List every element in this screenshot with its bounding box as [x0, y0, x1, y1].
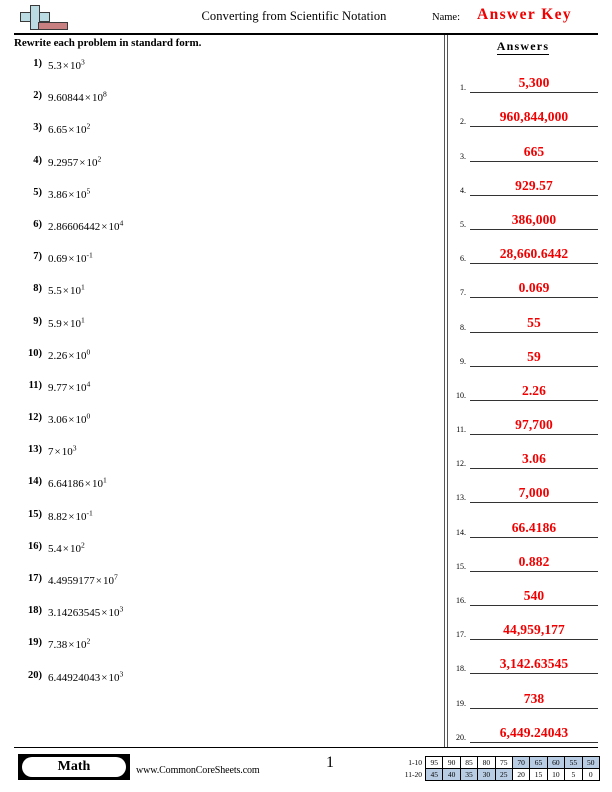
answer-blank-line[interactable]: [470, 195, 598, 196]
answer-blank-line[interactable]: [470, 742, 598, 743]
answer-row: [452, 96, 598, 130]
problems-column: [14, 56, 434, 700]
answer-row: [452, 62, 598, 96]
problem-base: 10: [108, 607, 120, 620]
grading-scale-table: [398, 756, 600, 781]
answer-value: 540: [523, 588, 545, 603]
header-divider-rule: [14, 33, 598, 35]
answer-value: 960,844,000: [499, 109, 569, 125]
problem-base: 10: [75, 510, 87, 523]
problem-row: [14, 153, 434, 185]
problem-row: [14, 539, 434, 571]
answer-value: 2.26: [521, 382, 547, 398]
problem-mantissa: 4.4959177: [48, 575, 95, 587]
problem-base: 10: [69, 317, 81, 330]
problem-row: [14, 507, 434, 539]
problem-exponent: 4: [119, 218, 124, 228]
logo-minus-bar: [38, 22, 68, 30]
answer-value: 59: [527, 348, 541, 364]
grading-scale-cell: 15: [530, 769, 547, 781]
answer-row: [452, 130, 598, 164]
answer-blank-line[interactable]: [470, 605, 598, 606]
answer-value: 3,142.63545: [499, 656, 569, 672]
answers-column-heading: [448, 39, 598, 54]
problem-mantissa: 2.86606442: [48, 220, 101, 233]
problem-base: 10: [75, 639, 87, 652]
problem-expression: [48, 475, 107, 491]
problem-expression: [48, 282, 85, 298]
answer-blank-line[interactable]: [470, 332, 598, 333]
answer-row: [452, 677, 598, 711]
problem-base: 10: [108, 671, 120, 684]
problem-mantissa: 7.38: [48, 639, 68, 652]
answer-row: [452, 472, 598, 506]
answer-value: 66.4186: [511, 519, 557, 535]
answer-number: 8.: [460, 322, 466, 332]
answer-blank-line[interactable]: [470, 297, 598, 298]
multiplication-sign: ×: [68, 510, 75, 523]
multiplication-sign: ×: [62, 285, 69, 298]
name-field-label: Name:: [432, 12, 460, 23]
answers-column: [452, 62, 598, 746]
problem-base: 10: [75, 381, 87, 394]
problem-base: 10: [86, 156, 98, 169]
problem-exponent: 3: [72, 443, 77, 453]
problem-row: [14, 88, 434, 120]
problem-exponent: 3: [80, 57, 85, 67]
answer-blank-line[interactable]: [470, 434, 598, 435]
answer-value: 5,300: [518, 75, 550, 91]
problem-exponent: 2: [80, 540, 85, 550]
answer-value: 55: [527, 314, 541, 330]
problem-mantissa: 6.44924043: [48, 671, 101, 684]
answer-blank-line[interactable]: [470, 229, 598, 230]
problem-exponent: 0: [86, 347, 91, 357]
problem-row: [14, 378, 434, 410]
answer-value: 44,959,177: [503, 622, 565, 638]
answer-blank-line[interactable]: [470, 708, 598, 709]
problem-number: 8): [33, 283, 42, 295]
problem-base: 10: [75, 124, 87, 137]
problem-mantissa: 9.60844: [48, 92, 84, 105]
problem-mantissa: 5.9: [48, 317, 62, 330]
problem-expression: [48, 347, 91, 362]
answer-row: [452, 541, 598, 575]
answer-row: [452, 506, 598, 540]
problem-number: 18): [28, 605, 42, 617]
grading-scale-row-label: 11-20: [404, 770, 422, 779]
multiplication-sign: ×: [84, 92, 91, 105]
problem-expression: [48, 186, 91, 201]
problem-exponent: 3: [119, 604, 124, 614]
problem-mantissa: 3.86: [48, 188, 68, 201]
grading-scale-body: [398, 757, 599, 781]
problem-number: 20): [28, 669, 42, 681]
answer-row: [452, 370, 598, 404]
problem-exponent: 8: [102, 89, 107, 99]
problem-expression: [48, 540, 85, 555]
problem-mantissa: 5.3: [48, 60, 62, 72]
problem-mantissa: 8.82: [48, 510, 68, 523]
problem-number: 4): [33, 154, 42, 166]
grading-scale-cell: 10: [547, 769, 564, 781]
answer-value: 929.57: [515, 177, 553, 193]
answer-value: 28,660.6442: [499, 246, 569, 262]
problem-exponent: 7: [113, 572, 118, 582]
multiplication-sign: ×: [68, 124, 75, 137]
multiplication-sign: ×: [68, 381, 75, 394]
problem-expression: [48, 668, 124, 684]
problem-exponent: 3: [119, 668, 124, 678]
problem-row: [14, 635, 434, 667]
problem-base: 10: [61, 446, 73, 459]
answer-blank-line[interactable]: [470, 468, 598, 469]
multiplication-sign: ×: [68, 414, 75, 427]
grading-scale-cell: 0: [582, 769, 599, 781]
multiplication-sign: ×: [84, 478, 91, 491]
grading-scale-cell: 40: [443, 769, 460, 781]
problem-mantissa: 6.65: [48, 124, 68, 137]
grading-scale-cell: 80: [478, 757, 495, 769]
answer-number: 4.: [460, 185, 466, 195]
problem-base: 10: [75, 188, 87, 201]
problem-row: [14, 442, 434, 474]
plus-minus-logo-icon: [14, 4, 76, 34]
problem-number: 1): [33, 58, 42, 69]
problem-base: 10: [91, 92, 103, 105]
problem-exponent: 2: [86, 636, 91, 646]
grading-scale-cell: 50: [582, 757, 599, 769]
worksheet-title: Converting from Scientific Notation: [201, 9, 387, 23]
problem-expression: [48, 604, 124, 620]
answer-blank-line[interactable]: [470, 571, 598, 572]
answer-row: [452, 404, 598, 438]
problem-mantissa: 6.64186: [48, 478, 84, 491]
grading-scale-cell: 85: [460, 757, 477, 769]
answer-number: 11.: [456, 425, 466, 435]
multiplication-sign: ×: [101, 671, 108, 684]
answer-row: [452, 199, 598, 233]
answer-value: 738: [523, 690, 545, 706]
multiplication-sign: ×: [54, 446, 61, 459]
grading-scale-cell: 20: [512, 769, 529, 781]
problem-base: 10: [91, 478, 103, 491]
problem-expression: [48, 507, 93, 523]
problem-exponent: 5: [86, 186, 91, 196]
problem-expression: [48, 250, 93, 266]
answer-row: [452, 609, 598, 643]
problem-expression: [48, 218, 124, 233]
problem-row: [14, 217, 434, 249]
answer-value: 386,000: [511, 211, 557, 227]
problem-mantissa: 0.69: [48, 253, 68, 266]
problem-number: 6): [33, 218, 42, 230]
page-header: [14, 4, 598, 34]
answer-row: [452, 575, 598, 609]
answer-number: 14.: [456, 527, 466, 537]
answer-number: 19.: [456, 698, 466, 708]
problem-expression: [48, 89, 107, 105]
problem-number: 5): [33, 186, 42, 198]
answer-blank-line[interactable]: [470, 502, 598, 503]
answer-number: 13.: [456, 493, 466, 503]
multiplication-sign: ×: [68, 253, 75, 266]
site-url: www.CommonCoreSheets.com: [136, 765, 260, 776]
answer-row: [452, 301, 598, 335]
problem-expression: [48, 57, 85, 72]
problem-exponent: 2: [97, 153, 102, 163]
grading-scale-cell: 90: [443, 757, 460, 769]
answer-value: 3.06: [521, 451, 547, 467]
problem-number: 11): [28, 379, 42, 391]
problem-mantissa: 3.06: [48, 414, 68, 427]
answer-row: [452, 643, 598, 677]
multiplication-sign: ×: [68, 349, 75, 362]
problem-exponent: -1: [86, 250, 93, 260]
answers-heading-label: Answers: [496, 39, 550, 53]
answer-blank-line[interactable]: [470, 673, 598, 674]
subject-badge-label: Math: [22, 757, 126, 777]
answer-blank-line[interactable]: [470, 537, 598, 538]
problem-base: 10: [75, 414, 87, 427]
problem-mantissa: 7: [48, 446, 54, 459]
problem-exponent: 1: [80, 282, 85, 292]
answer-number: 3.: [460, 151, 466, 161]
problem-exponent: 1: [102, 475, 107, 485]
multiplication-sign: ×: [68, 188, 75, 201]
problem-base: 10: [108, 220, 120, 233]
answer-row: [452, 165, 598, 199]
problem-mantissa: 9.2957: [48, 156, 79, 169]
answer-number: 2.: [460, 117, 466, 127]
answer-value: 0.069: [518, 280, 550, 296]
problem-number: 9): [33, 315, 42, 327]
multiplication-sign: ×: [95, 575, 102, 587]
answer-value: 7,000: [518, 485, 550, 501]
answer-row: [452, 438, 598, 472]
multiplication-sign: ×: [62, 317, 69, 330]
problem-row: [14, 120, 434, 152]
problem-base: 10: [75, 349, 87, 362]
multiplication-sign: ×: [101, 220, 108, 233]
problem-number: 15): [28, 508, 42, 520]
multiplication-sign: ×: [68, 639, 75, 652]
problem-number: 14): [28, 476, 42, 488]
grading-scale-cell: 55: [565, 757, 582, 769]
multiplication-sign: ×: [79, 156, 86, 169]
footer-divider-rule: [14, 747, 598, 748]
problem-row: [14, 346, 434, 378]
grading-scale-row-label: 1-10: [408, 758, 422, 767]
problem-expression: [48, 314, 85, 330]
problem-number: 7): [33, 251, 42, 263]
answer-blank-line[interactable]: [470, 366, 598, 367]
answer-value: 97,700: [515, 417, 553, 433]
grading-scale-cell: 30: [478, 769, 495, 781]
answer-number: 6.: [460, 254, 466, 264]
grading-scale-cell: 70: [512, 757, 529, 769]
subject-badge: [18, 754, 130, 780]
problem-row: [14, 410, 434, 442]
answer-blank-line[interactable]: [470, 161, 598, 162]
answer-number: 5.: [460, 219, 466, 229]
answer-number: 9.: [460, 356, 466, 366]
multiplication-sign: ×: [62, 542, 69, 555]
problem-base: 10: [69, 542, 81, 555]
answer-value: 665: [523, 143, 545, 159]
problem-expression: [48, 636, 91, 652]
problem-row: [14, 571, 434, 603]
problem-base: 10: [69, 285, 81, 298]
answer-number: 10.: [456, 390, 466, 400]
problem-expression: [48, 153, 102, 169]
answer-number: 17.: [456, 630, 466, 640]
answer-key-badge: Answer Key: [477, 6, 573, 23]
answer-row: [452, 712, 598, 746]
grading-scale-cell: 60: [547, 757, 564, 769]
problem-row: [14, 185, 434, 217]
problem-number: 17): [28, 573, 42, 584]
problem-number: 3): [33, 122, 42, 134]
answer-number: 20.: [456, 732, 466, 742]
grading-scale-row: [398, 769, 599, 781]
problem-mantissa: 2.26: [48, 349, 68, 362]
answer-value: 0.882: [518, 553, 550, 569]
answer-blank-line[interactable]: [470, 263, 598, 264]
problem-expression: [48, 443, 77, 459]
problem-mantissa: 9.77: [48, 381, 68, 394]
answer-blank-line[interactable]: [470, 400, 598, 401]
problem-base: 10: [75, 253, 87, 266]
grading-scale-cell: 75: [495, 757, 512, 769]
problem-row: [14, 314, 434, 346]
answer-row: [452, 336, 598, 370]
problem-exponent: 4: [86, 379, 91, 389]
answer-number: 7.: [460, 288, 466, 298]
answer-number: 16.: [456, 596, 466, 605]
problem-base: 10: [102, 575, 114, 587]
problem-expression: [48, 572, 118, 587]
answer-value: 6,449.24043: [499, 724, 569, 740]
instruction-text: Rewrite each problem in standard form.: [14, 37, 202, 49]
answer-blank-line[interactable]: [470, 92, 598, 93]
grading-scale-cell: 95: [426, 757, 443, 769]
answer-blank-line[interactable]: [470, 639, 598, 640]
grading-scale-cell: 45: [426, 769, 443, 781]
answer-row: [452, 233, 598, 267]
answer-number: 15.: [456, 561, 466, 571]
problem-number: 13): [28, 444, 42, 456]
problem-row: [14, 56, 434, 88]
problem-exponent: -1: [86, 507, 93, 517]
column-divider: [444, 35, 448, 747]
problem-mantissa: 5.5: [48, 285, 62, 298]
problem-exponent: 2: [86, 121, 91, 131]
problem-row: [14, 603, 434, 635]
problem-exponent: 1: [80, 314, 85, 324]
problem-expression: [48, 411, 91, 427]
problem-number: 10): [28, 347, 42, 359]
grading-scale-cell: 5: [565, 769, 582, 781]
problem-number: 12): [28, 412, 42, 424]
problem-mantissa: 5.4: [48, 542, 62, 555]
answer-number: 18.: [456, 664, 466, 674]
problem-number: 2): [33, 90, 42, 102]
problem-row: [14, 281, 434, 313]
grading-scale-cell: 65: [530, 757, 547, 769]
grading-scale-cell: 25: [495, 769, 512, 781]
problem-row: [14, 474, 434, 506]
problem-number: 19): [28, 637, 42, 649]
answer-number: 1.: [460, 83, 466, 93]
problem-number: 16): [28, 540, 42, 552]
answer-number: 12.: [456, 459, 466, 469]
problem-expression: [48, 379, 91, 394]
problem-exponent: 0: [86, 411, 91, 421]
multiplication-sign: ×: [101, 607, 108, 620]
answer-row: [452, 267, 598, 301]
multiplication-sign: ×: [62, 60, 69, 72]
problem-row: [14, 668, 434, 700]
page-number: 1: [326, 754, 334, 771]
problem-row: [14, 249, 434, 281]
problem-mantissa: 3.14263545: [48, 607, 101, 620]
grading-scale-row: [398, 757, 599, 769]
grading-scale-cell: 35: [460, 769, 477, 781]
problem-base: 10: [69, 60, 81, 72]
problem-expression: [48, 121, 91, 137]
answer-blank-line[interactable]: [470, 126, 598, 127]
